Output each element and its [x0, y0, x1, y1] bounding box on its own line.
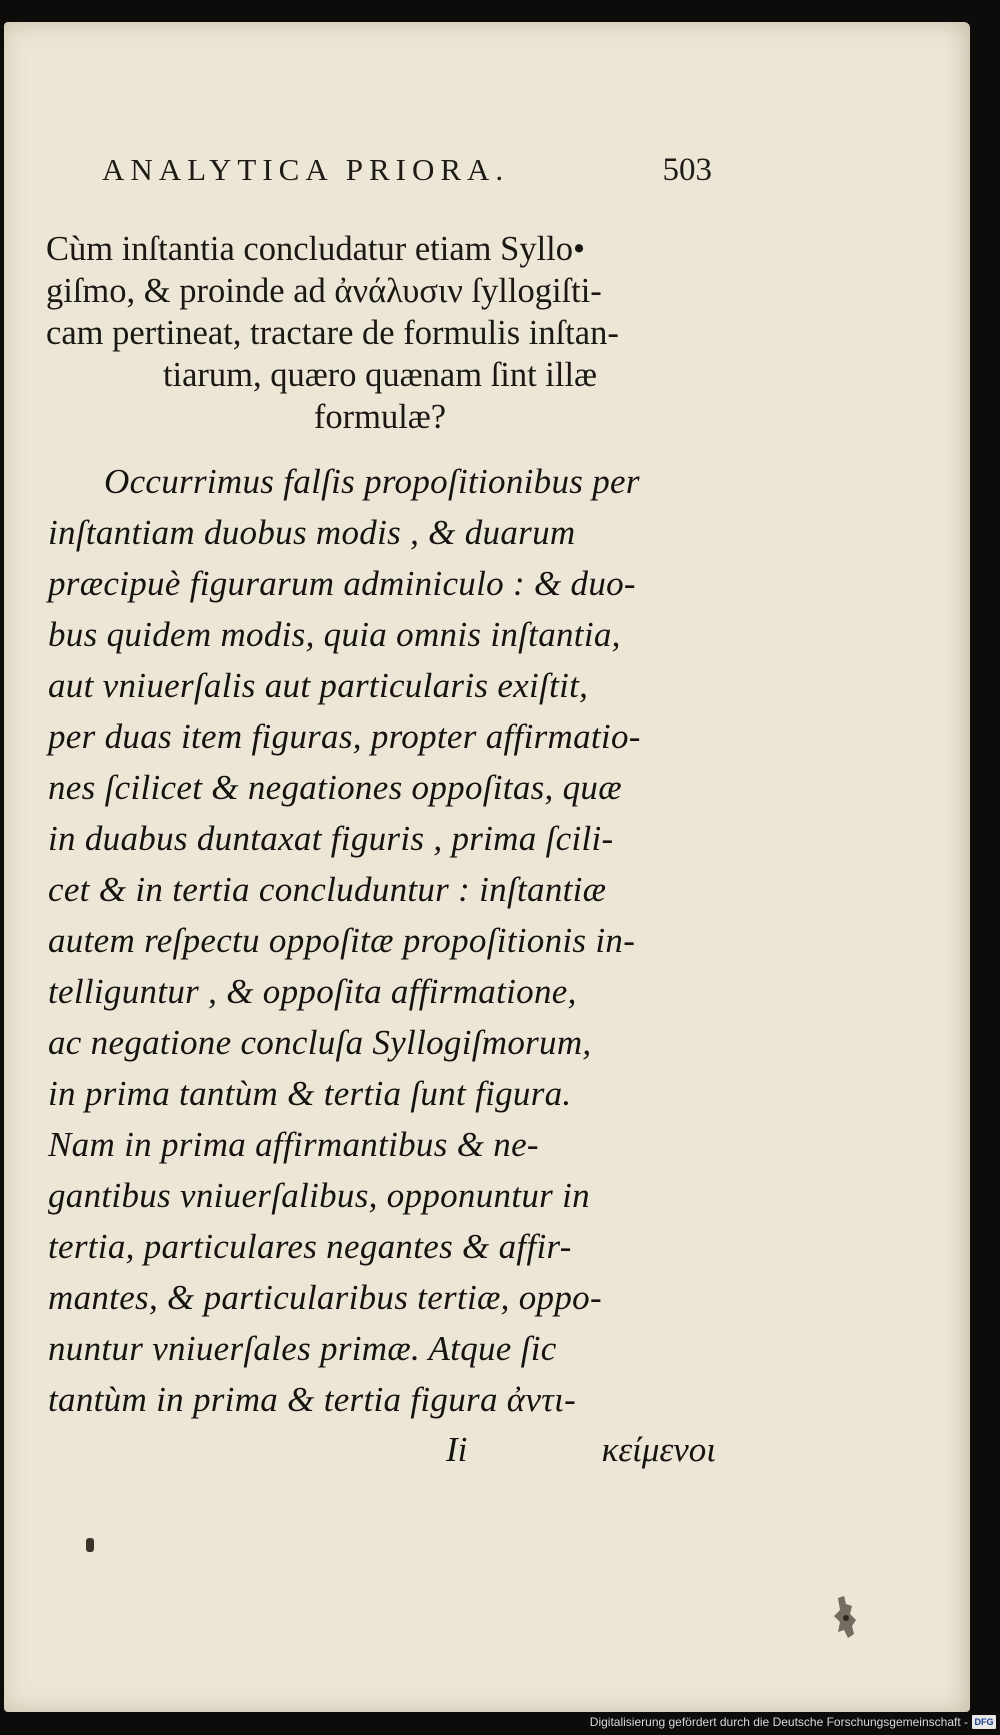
catchword: κείμενοι	[601, 1430, 716, 1469]
book-page	[4, 22, 970, 1712]
page-number: 503	[662, 152, 712, 188]
answer-line: tertia, particulares negantes & affir-	[48, 1227, 572, 1266]
answer-line: Occurrimus falſis propoſitionibus per	[104, 462, 640, 501]
answer-line: mantes, & particularibus tertiæ, oppo-	[48, 1278, 602, 1317]
answer-line: autem reſpectu oppoſitæ propoſitionis in-	[48, 921, 636, 960]
answer-line: nuntur vniuerſales primæ. Atque ſic	[48, 1329, 557, 1368]
question-paragraph	[46, 228, 714, 438]
answer-line: aut vniuerſalis aut particularis exiſtit,	[48, 666, 589, 705]
answer-line: telliguntur , & oppoſita affirmatione,	[48, 972, 577, 1011]
answer-line: bus quidem modis, quia omnis inſtantia,	[48, 615, 621, 654]
signature-mark: Ii	[446, 1430, 468, 1469]
dfg-logo: DFG	[972, 1715, 996, 1729]
answer-line: in prima tantùm & tertia ſunt figura.	[48, 1074, 572, 1113]
question-line: giſmo, & proinde ad ἀνάλυσιν ſyllogiſti-	[46, 272, 602, 310]
question-line: Cùm inſtantia concludatur etiam Syllo•	[46, 230, 586, 268]
running-head	[102, 152, 712, 196]
answer-line: ac negatione concluſa Syllogiſmorum,	[48, 1023, 592, 1062]
question-line: cam pertineat, tractare de formulis inſtan-	[46, 314, 619, 352]
answer-paragraph	[48, 456, 716, 1425]
running-title: ANALYTICA PRIORA.	[102, 152, 510, 187]
question-line: tiarum, quæro quænam ſint illæ	[162, 356, 598, 394]
answer-line: nes ſcilicet & negationes oppoſitas, quæ	[48, 768, 622, 807]
answer-line: inſtantiam duobus modis , & duarum	[48, 513, 576, 552]
answer-line: in duabus duntaxat figuris , prima ſcili-	[48, 819, 614, 858]
digitization-footer	[590, 1713, 996, 1731]
answer-line: Nam in prima affirmantibus & ne-	[48, 1125, 539, 1164]
catchline	[48, 1430, 716, 1481]
ink-speck	[86, 1538, 94, 1552]
answer-line: tantùm in prima & tertia figura ἀντι-	[48, 1380, 577, 1419]
answer-line: per duas item figuras, propter affirmatio-	[48, 717, 641, 756]
footer-credit: Digitalisierung gefördert durch die Deutsche Forschungsgemeinschaft -	[589, 1715, 968, 1729]
question-line: formulæ?	[313, 398, 447, 436]
answer-line: præcipuè figurarum adminiculo : & duo-	[48, 564, 636, 603]
library-stamp-icon	[832, 1594, 860, 1640]
answer-line: cet & in tertia concluduntur : inſtantiæ	[48, 870, 607, 909]
answer-line: gantibus vniuerſalibus, opponuntur in	[48, 1176, 590, 1215]
